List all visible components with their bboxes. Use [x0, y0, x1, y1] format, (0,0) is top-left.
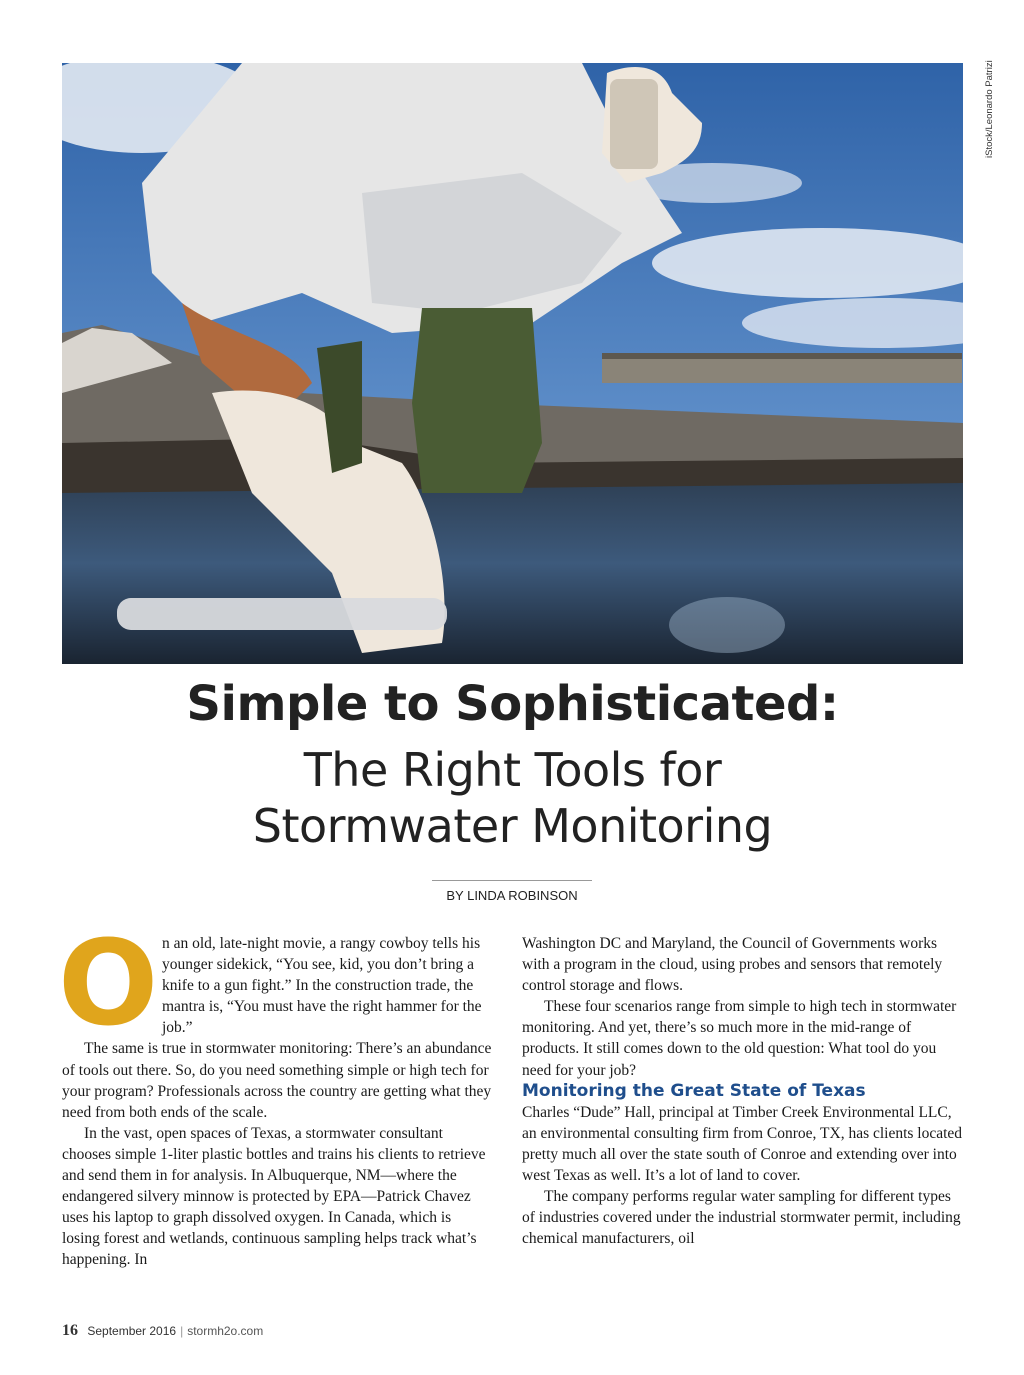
section-heading: Monitoring the Great State of Texas: [522, 1080, 866, 1101]
headline-subtitle: [62, 742, 963, 854]
hero-photo: [62, 63, 963, 664]
photo-credit: [968, 60, 995, 174]
footer-url: stormh2o.com: [187, 1324, 264, 1338]
drop-cap: O: [58, 914, 159, 1052]
paragraph: In the vast, open spaces of Texas, a stormwater consultant chooses simple 1-liter plastic bottles and trains his clients to retrieve and send them in for analysis. In Albuquerque, NM—where the endangered silvery minnow is protected by EPA—Patrick Chavez uses his laptop to graph dissolved oxygen. In Canada, which is losing forest and wetlands, continuous sampling helps track what’s happening. In: [62, 1124, 486, 1269]
footer-separator: |: [180, 1324, 184, 1338]
photo-credit-text: iStock/Leonardo Patrizi: [984, 60, 995, 158]
paragraph: Charles “Dude” Hall, principal at Timber Creek Environmental LLC, an environmental consulting firm from Conroe, TX, has clients located pretty much all over the state south of Conroe and extending over into west Texas as well. It’s a lot of land to cover.: [522, 1103, 963, 1184]
headline-line-2: The Right Tools for: [303, 743, 722, 797]
paragraph: The company performs regular water sampling for different types of industries covered under the industrial stormwater permit, including chemical manufacturers, oil: [522, 1188, 961, 1248]
byline: BY LINDA ROBINSON: [446, 888, 578, 903]
article-column-1: [62, 933, 492, 1271]
paragraph: Washington DC and Maryland, the Council of Governments works with a program in the cloud, using probes and sensors that remotely control storage and flows.: [522, 935, 943, 995]
page-number: 16: [62, 1322, 78, 1339]
page-footer: [62, 1322, 263, 1340]
intro-paragraph: n an old, late-night movie, a rangy cowboy tells his younger sidekick, “You see, kid, you don’t bring a knife to a gun fight.” In the construction trade, the mantra is, “You must have the right hammer for the job.”: [162, 935, 482, 1037]
byline-rule: [432, 880, 592, 881]
article-column-2: [522, 933, 964, 1249]
paragraph: These four scenarios range from simple to high tech in stormwater monitoring. And yet, there’s so much more in the mid-range of products. It still comes down to the old question: What tool do you need for your job?: [522, 998, 957, 1079]
headline-line-3: Stormwater Monitoring: [252, 799, 773, 853]
paragraph: The same is true in stormwater monitoring: There’s an abundance of tools out there. So, do you need something simple or high tech for your program? Professionals across the country are getting what they need from both ends of the scale.: [62, 1040, 492, 1121]
issue-date: September 2016: [87, 1324, 177, 1338]
headline-line-1: Simple to Sophisticated:: [186, 676, 839, 732]
